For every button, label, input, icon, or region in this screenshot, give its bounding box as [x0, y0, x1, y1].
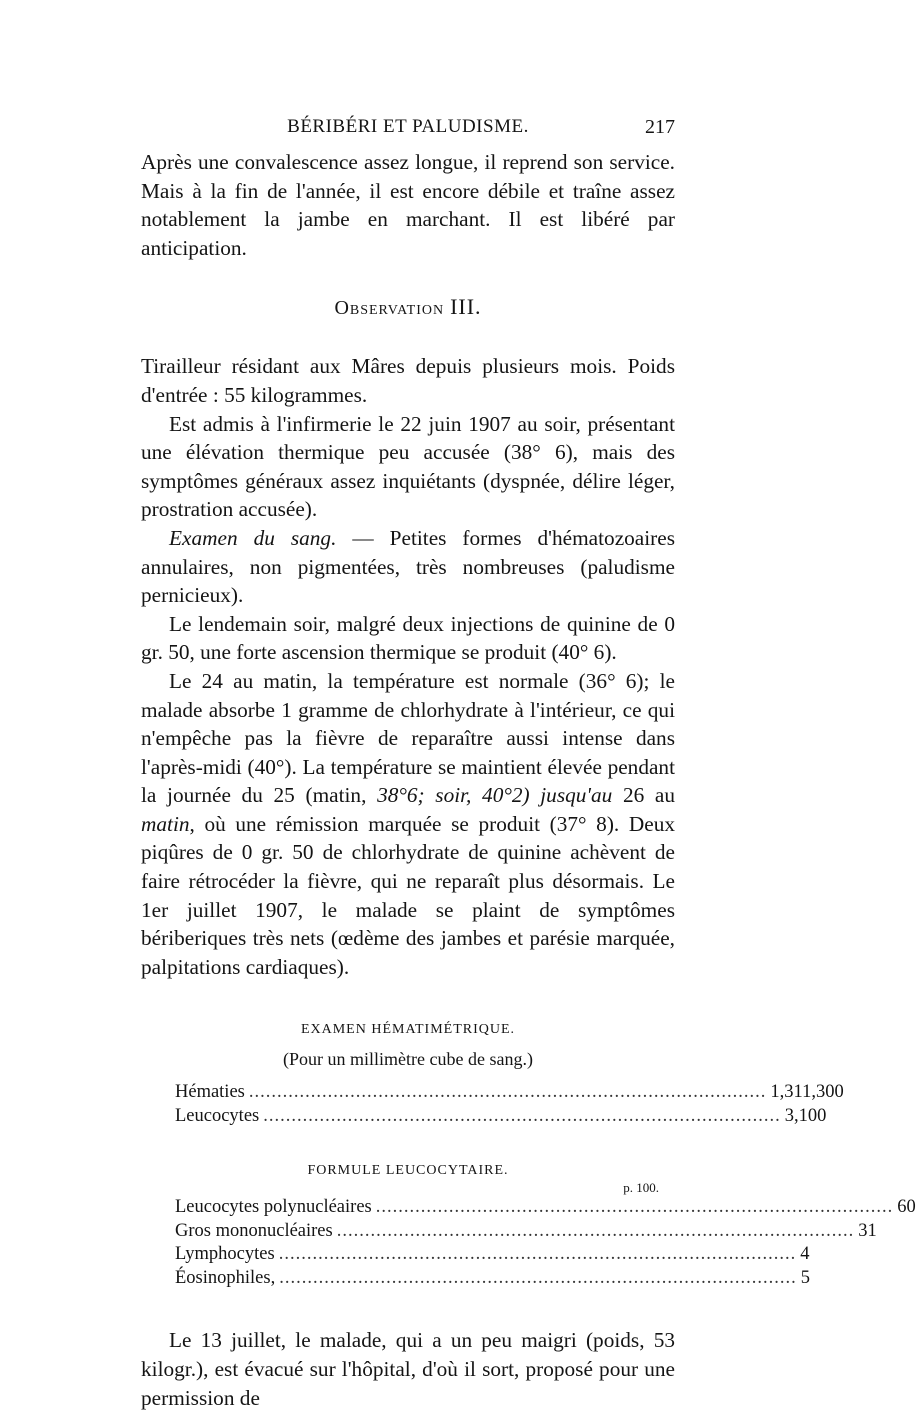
running-title: BÉRIBÉRI ET PALUDISME.	[287, 116, 529, 137]
row-label: Leucocytes	[175, 1105, 260, 1126]
table-row	[175, 1243, 810, 1267]
table-row	[175, 1220, 877, 1244]
blood-exam-heading: Examen du sang.	[169, 525, 337, 550]
leader-dots: ............................................................................................	[248, 1082, 767, 1103]
leader-dots: ............................................................................................	[375, 1197, 894, 1218]
temperature-text-a: Le 24 au matin, la température est normale (36° 6); le malade absorbe 1 gramme de chlorhydrate à l'intérieur, ce qui n'empêche pas la fièvre de reparaître aussi intense dans l'après-midi (40°). La température se maintient élevée pendant la journée du 25 (matin,	[141, 668, 675, 808]
row-value: 4	[800, 1244, 810, 1265]
row-value: 3,100	[784, 1105, 827, 1126]
page-number: 217	[645, 116, 675, 138]
leader-dots: ............................................................................................	[278, 1244, 797, 1265]
observation-heading	[141, 294, 675, 320]
temperature-text-b: 26 au	[612, 783, 676, 808]
paragraph-evacuation: Le 13 juillet, le malade, qui a un peu maigri (poids, 53 kilogr.), est évacué sur l'hôpital, d'où il sort, proposé pour une permission de	[141, 1328, 675, 1410]
paragraph-temperature	[141, 667, 675, 982]
paragraph-next-evening: Le lendemain soir, malgré deux injections de quinine de 0 gr. 50, une forte ascension thermique se produit (40° 6).	[141, 611, 675, 665]
row-label: Leucocytes polynucléaires	[175, 1197, 372, 1218]
page-body	[141, 148, 916, 1412]
hemato-table	[175, 1081, 844, 1128]
temperature-italic: 38°6; soir, 40°2) jusqu'au	[377, 783, 613, 808]
row-value: 1,311,300	[770, 1082, 844, 1103]
table-row	[175, 1105, 827, 1129]
observation-label: Observation	[334, 297, 445, 320]
table-row	[175, 1081, 844, 1105]
table-row	[175, 1196, 916, 1220]
leader-dots: ............................................................................................	[336, 1220, 855, 1241]
hemato-subtitle: (Pour un millimètre cube de sang.)	[283, 1049, 533, 1070]
row-value: 5	[800, 1267, 810, 1288]
leader-dots: ............................................................................................	[263, 1105, 781, 1126]
blood-exam-text: — Petites formes d'hématozoaires annulaires, non pigmentées, très nombreuses (paludisme pernicieux).	[141, 525, 676, 608]
temperature-text-c: , où une rémission marquée se produit (37° 8). Deux piqûres de 0 gr. 50 de chlorhydrate de quinine achèvent de faire rétrocéder la fièvre, qui ne reparaît plus désormais. Le 1er juillet 1907, le malade se plaint de symptômes bériberiques très nets (œdème des jambes et parésie marquée, palpitations cardiaques).	[141, 811, 675, 979]
running-header	[141, 116, 675, 138]
formule-title: FORMULE LEUCOCYTAIRE.	[307, 1163, 509, 1179]
table-row	[175, 1267, 810, 1291]
row-value: 60	[897, 1197, 916, 1218]
row-label: Éosinophiles,	[175, 1267, 276, 1288]
row-value: 31	[858, 1220, 877, 1241]
paragraph-blood-exam	[141, 524, 675, 610]
hemato-title: EXAMEN HÉMATIMÉTRIQUE.	[300, 1022, 516, 1038]
observation-number: III.	[450, 294, 482, 320]
formule-unit: p. 100.	[623, 1180, 659, 1196]
paragraph-convalescence: Après une convalescence assez longue, il reprend son service. Mais à la fin de l'année, il est encore débile et traîne assez notablement la jambe en marchant. Il est libéré par anticipation.	[141, 150, 675, 260]
formule-table	[175, 1196, 916, 1290]
leader-dots: ............................................................................................	[279, 1267, 797, 1288]
row-label: Lymphocytes	[175, 1244, 275, 1265]
temperature-italic-2: matin	[141, 811, 190, 836]
paragraph-entry: Tirailleur résidant aux Mâres depuis plusieurs mois. Poids d'entrée : 55 kilogrammes.	[141, 354, 675, 407]
row-label: Hématies	[175, 1082, 245, 1103]
paragraph-admission: Est admis à l'infirmerie le 22 juin 1907 au soir, présentant une élévation thermique peu accusée (38° 6), mais des symptômes généraux assez inquiétants (dyspnée, délire léger, prostration accusée).	[141, 411, 675, 522]
row-label: Gros mononucléaires	[175, 1220, 333, 1241]
